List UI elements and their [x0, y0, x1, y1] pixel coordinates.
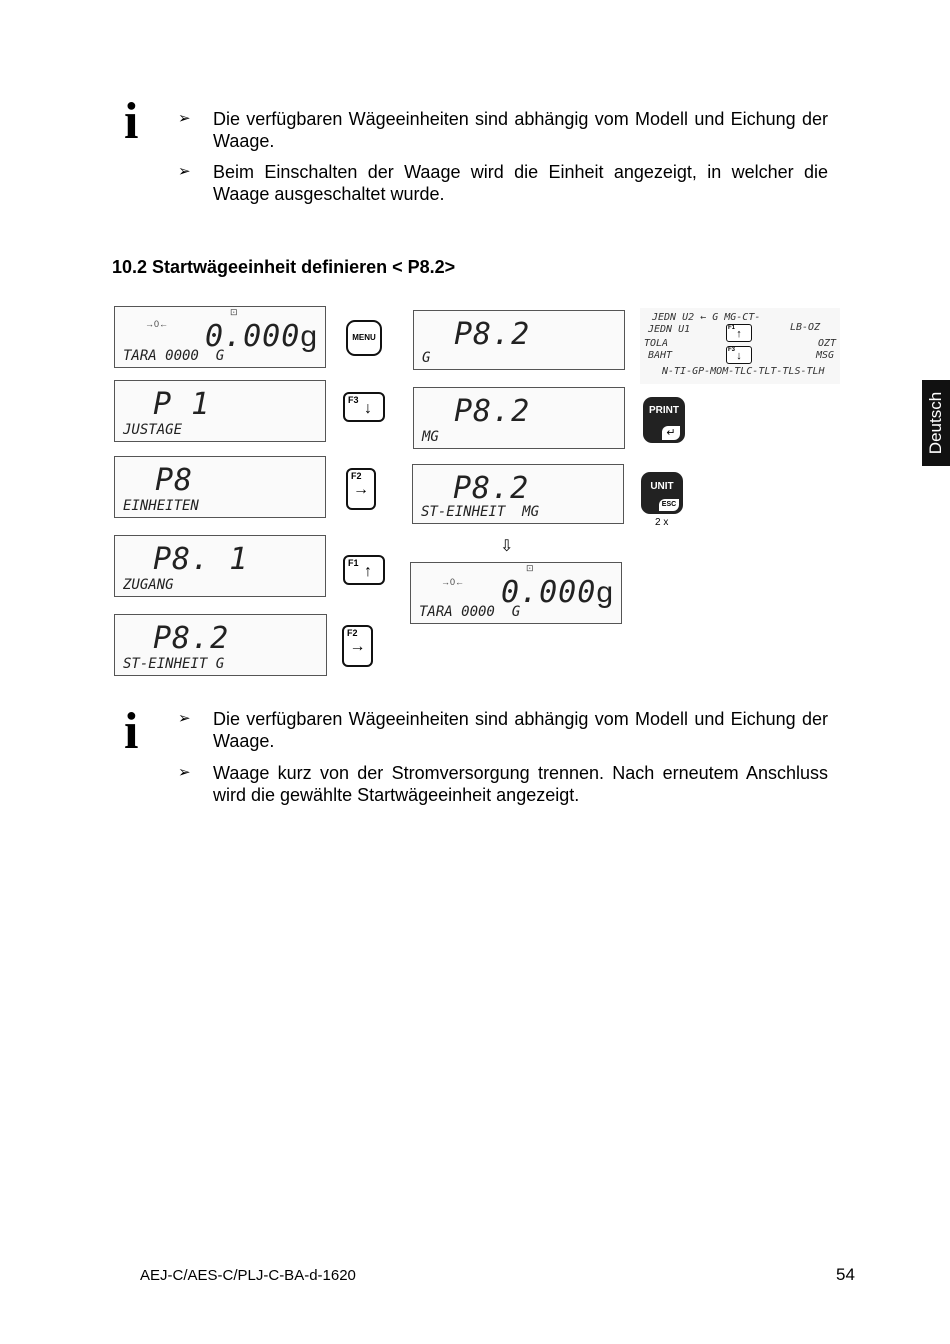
lcd-sub-text: MG [422, 429, 439, 445]
lcd-display-tara-result [410, 562, 622, 624]
lcd-main-value: P8 [155, 463, 194, 498]
lcd-display-p8 [114, 456, 326, 518]
up-arrow-icon: ↑ [364, 563, 372, 580]
info1-item-1: Die verfügbaren Wägeeinheiten sind abhängig vom Modell und Eichung der Waage. [213, 109, 828, 151]
right-arrow-icon: → [353, 481, 369, 498]
key-label: F3 [348, 395, 359, 405]
key-label: F1 [348, 558, 359, 568]
lcd-main-value: P8.2 [453, 471, 530, 506]
zero-mark-icon: →0← [441, 577, 465, 587]
key-label: F2 [347, 628, 358, 638]
unit-cycle-bottom: N-TI-GP-MOM-TLC-TLT-TLS-TLH [662, 366, 825, 377]
lcd-sub-text: ZUGANG [123, 577, 174, 593]
bullet-icon: ➢ [178, 110, 191, 127]
lcd-display-p82-st-mg [412, 464, 624, 524]
unit-key-label: UNIT [650, 481, 674, 492]
lcd-sub-text: JUSTAGE [123, 422, 183, 438]
info2-item-1: Die verfügbaren Wägeeinheiten sind abhängig vom Modell und Eichung der Waage. [213, 709, 828, 751]
lcd-unit: g [300, 320, 318, 353]
footer-doc-id: AEJ-C/AES-C/PLJ-C-BA-d-1620 [140, 1267, 356, 1284]
lcd-display-p82-mg [413, 387, 625, 449]
lcd-sub-text: ST-EINHEIT G [123, 656, 225, 672]
unit-cycle-line2: JEDN U1 [648, 324, 691, 335]
tare-mark-icon: ⊡ [230, 307, 238, 317]
lcd-sub-text: TARA 0000 G [419, 604, 521, 620]
menu-key-label: MENU [352, 333, 376, 342]
info-icon: i [124, 93, 139, 150]
print-key-icon [643, 397, 685, 443]
section-heading: 10.2 Startwägeeinheit definieren < P8.2> [112, 257, 456, 277]
unit-key-icon [641, 472, 683, 514]
lcd-display-p81 [114, 535, 326, 597]
info2-item-2: Waage kurz von der Stromversorgung trennen. Nach erneutem Anschluss wird die gewählte Startwägeeinheit angezeigt. [213, 763, 828, 805]
unit-key-repeat: 2 x [655, 517, 669, 528]
key-label: F3 [728, 347, 736, 353]
right-arrow-icon: → [349, 638, 366, 655]
lcd-unit: g [596, 576, 614, 609]
footer-page-number: 54 [836, 1265, 855, 1284]
bullet-icon: ➢ [178, 710, 191, 727]
f1-up-key-icon [726, 324, 752, 342]
lcd-display-p82-g-right [413, 310, 625, 370]
f1-up-key-icon [343, 555, 385, 585]
unit-cycle-msg: MSG [816, 350, 835, 361]
unit-cycle-baht: BAHT [648, 350, 673, 361]
lcd-sub-text: EINHEITEN [123, 498, 199, 514]
lcd-display-p1 [114, 380, 326, 442]
print-key-label: PRINT [649, 405, 679, 416]
down-arrow-icon: ↓ [736, 350, 742, 362]
f3-down-key-icon [726, 346, 752, 364]
unit-cycle-line1: JEDN U2 ← G MG-CT- [652, 312, 761, 323]
bullet-icon: ➢ [178, 163, 191, 180]
lcd-main-value: 0.000 [205, 319, 301, 354]
down-arrow-icon: ↓ [364, 400, 372, 417]
menu-key-icon [346, 320, 382, 356]
lcd-main-value: P8.2 [454, 317, 531, 352]
lcd-main-value: P8. 1 [153, 542, 249, 577]
lcd-display-tara [114, 306, 326, 368]
bullet-icon: ➢ [178, 764, 191, 781]
f3-down-key-icon [343, 392, 385, 422]
f2-right-key-icon [346, 468, 376, 510]
info1-item-2: Beim Einschalten der Waage wird die Einheit angezeigt, in welcher die Waage ausgeschaltet wurde. [213, 162, 828, 204]
lcd-sub-text: ST-EINHEIT MG [421, 504, 540, 520]
f2-right-key-icon [342, 625, 373, 667]
tare-mark-icon: ⊡ [526, 563, 534, 573]
lcd-sub-text: TARA 0000 G [123, 348, 225, 364]
unit-cycle-diagram [640, 308, 840, 384]
key-label: F2 [351, 471, 362, 481]
language-tab-label: Deutsch [926, 391, 945, 455]
unit-cycle-ozt: OZT [818, 338, 837, 349]
language-tab [922, 380, 950, 466]
flow-down-arrow-icon: ⇩ [500, 538, 514, 555]
up-arrow-icon: ↑ [736, 328, 742, 340]
key-label: F1 [728, 325, 736, 331]
unit-cycle-tola: TOLA [644, 338, 669, 349]
lcd-display-p82-g [114, 614, 327, 676]
unit-cycle-lb: LB-OZ [790, 322, 821, 333]
esc-label: ESC [659, 499, 679, 511]
enter-icon: ↵ [662, 426, 680, 440]
info-icon: i [124, 703, 139, 760]
lcd-main-value: P8.2 [153, 621, 230, 656]
zero-mark-icon: →0← [145, 319, 169, 329]
lcd-main-value: P8.2 [454, 394, 531, 429]
lcd-main-value: P 1 [153, 387, 211, 422]
lcd-main-value: 0.000 [501, 575, 597, 610]
lcd-sub-text: G [422, 350, 431, 366]
